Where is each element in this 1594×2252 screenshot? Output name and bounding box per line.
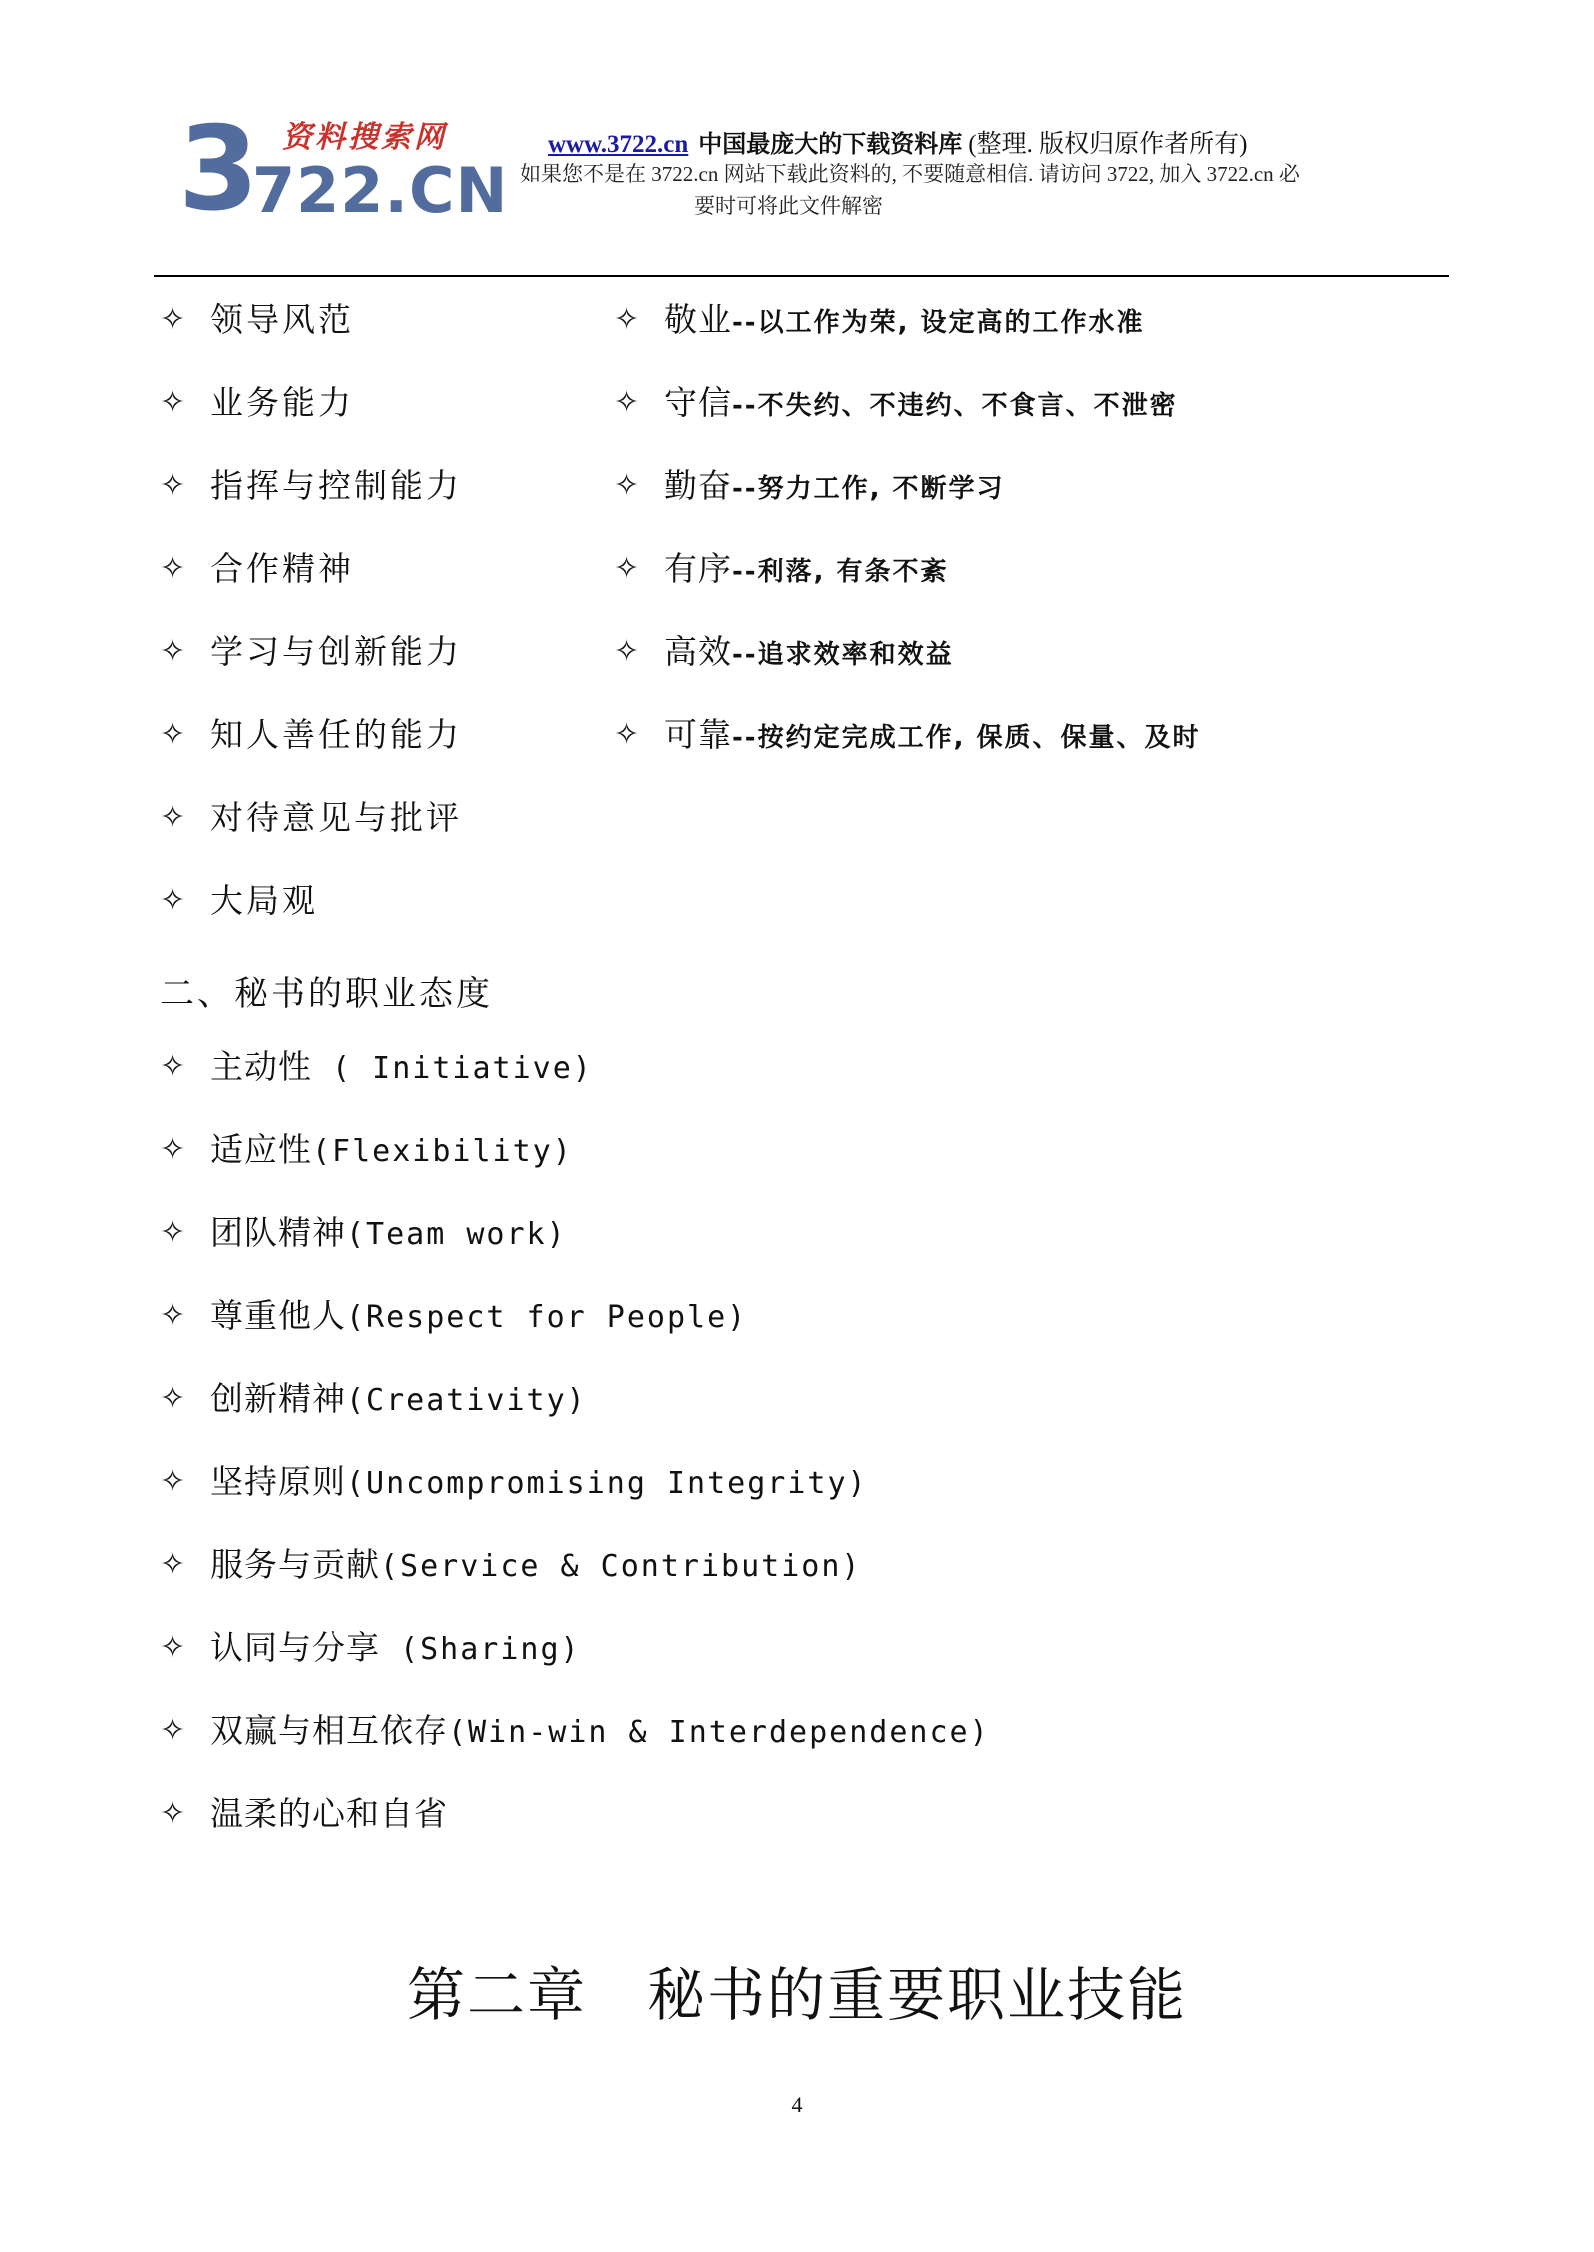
bullet-icon: ✧ (160, 717, 186, 752)
list-item: ✧ 创新精神(Creativity) (160, 1377, 587, 1421)
site-link[interactable]: www.3722.cn (548, 131, 689, 158)
bullet-icon: ✧ (160, 1630, 186, 1665)
list-item: ✧ 坚持原则(Uncompromising Integrity) (160, 1460, 868, 1504)
bullet-icon: ✧ (160, 1381, 186, 1416)
bullet-icon: ✧ (614, 551, 640, 586)
section-heading: 二、秘书的职业态度 (160, 974, 493, 1014)
list-item: ✧ 业务能力 (160, 381, 354, 425)
bullet-icon: ✧ (160, 302, 186, 337)
list-item: ✧ 有序--利落, 有条不紊 (614, 547, 949, 591)
bullet-icon: ✧ (160, 468, 186, 503)
list-item: ✧ 认同与分享 (Sharing) (160, 1626, 581, 1670)
page-number: 4 (791, 2092, 803, 2117)
bullet-icon: ✧ (160, 385, 186, 420)
bullet-icon: ✧ (614, 385, 640, 420)
list-item: ✧ 敬业--以工作为荣, 设定高的工作水准 (614, 298, 1145, 342)
list-item: ✧ 守信--不失约、不违约、不食言、不泄密 (614, 381, 1178, 425)
list-item: ✧ 团队精神(Team work) (160, 1211, 567, 1255)
bullet-icon: ✧ (160, 1049, 186, 1084)
header-notice-2: 要时可将此文件解密 (694, 194, 883, 218)
bullet-icon: ✧ (160, 1796, 186, 1831)
header-line-1 (548, 124, 1247, 160)
copyright-note: (整理. 版权归原作者所有) (968, 131, 1248, 158)
site-logo (178, 102, 509, 237)
list-item: ✧ 服务与贡献(Service & Contribution) (160, 1543, 861, 1587)
bullet-icon: ✧ (160, 634, 186, 669)
list-item: ✧ 领导风范 (160, 298, 354, 342)
list-item: ✧ 合作精神 (160, 547, 354, 591)
logo-tagline: 资料搜索网 (282, 120, 447, 155)
list-item: ✧ 可靠--按约定完成工作, 保质、保量、及时 (614, 713, 1201, 757)
list-item: ✧ 知人善任的能力 (160, 713, 462, 757)
list-item: ✧ 对待意见与批评 (160, 796, 462, 840)
bullet-icon: ✧ (160, 1298, 186, 1333)
bullet-icon: ✧ (160, 1464, 186, 1499)
logo-digit: 3 (178, 102, 259, 237)
list-item: ✧ 学习与创新能力 (160, 630, 462, 674)
header-divider (154, 275, 1449, 277)
header-notice-1: 如果您不是在 3722.cn 网站下载此资料的, 不要随意相信. 请访问 3722, 加入 3722.cn 必 (520, 162, 1300, 186)
bullet-icon: ✧ (160, 883, 186, 918)
bullet-icon: ✧ (614, 302, 640, 337)
bullet-icon: ✧ (614, 717, 640, 752)
site-title: 中国最庞大的下载资料库 (698, 130, 963, 158)
bullet-icon: ✧ (160, 1215, 186, 1250)
list-item: ✧ 大局观 (160, 879, 318, 923)
list-item: ✧ 主动性 ( Initiative) (160, 1045, 593, 1089)
list-item: ✧ 勤奋--努力工作, 不断学习 (614, 464, 1005, 508)
chapter-heading (0, 1948, 1594, 2032)
list-item: ✧ 指挥与控制能力 (160, 464, 462, 508)
list-item: ✧ 高效--追求效率和效益 (614, 630, 954, 674)
bullet-icon: ✧ (160, 1713, 186, 1748)
chapter-number: 第二章 (406, 1961, 587, 2029)
bullet-icon: ✧ (160, 1132, 186, 1167)
list-item: ✧ 尊重他人(Respect for People) (160, 1294, 747, 1338)
list-item: ✧ 适应性(Flexibility) (160, 1128, 573, 1172)
chapter-title: 秘书的重要职业技能 (647, 1961, 1188, 2029)
list-item: ✧ 温柔的心和自省 (160, 1792, 448, 1836)
bullet-icon: ✧ (614, 634, 640, 669)
bullet-icon: ✧ (160, 800, 186, 835)
list-item: ✧ 双赢与相互依存(Win-win & Interdependence) (160, 1709, 990, 1753)
logo-domain: 722.CN (252, 154, 509, 227)
bullet-icon: ✧ (160, 551, 186, 586)
bullet-icon: ✧ (614, 468, 640, 503)
bullet-icon: ✧ (160, 1547, 186, 1582)
